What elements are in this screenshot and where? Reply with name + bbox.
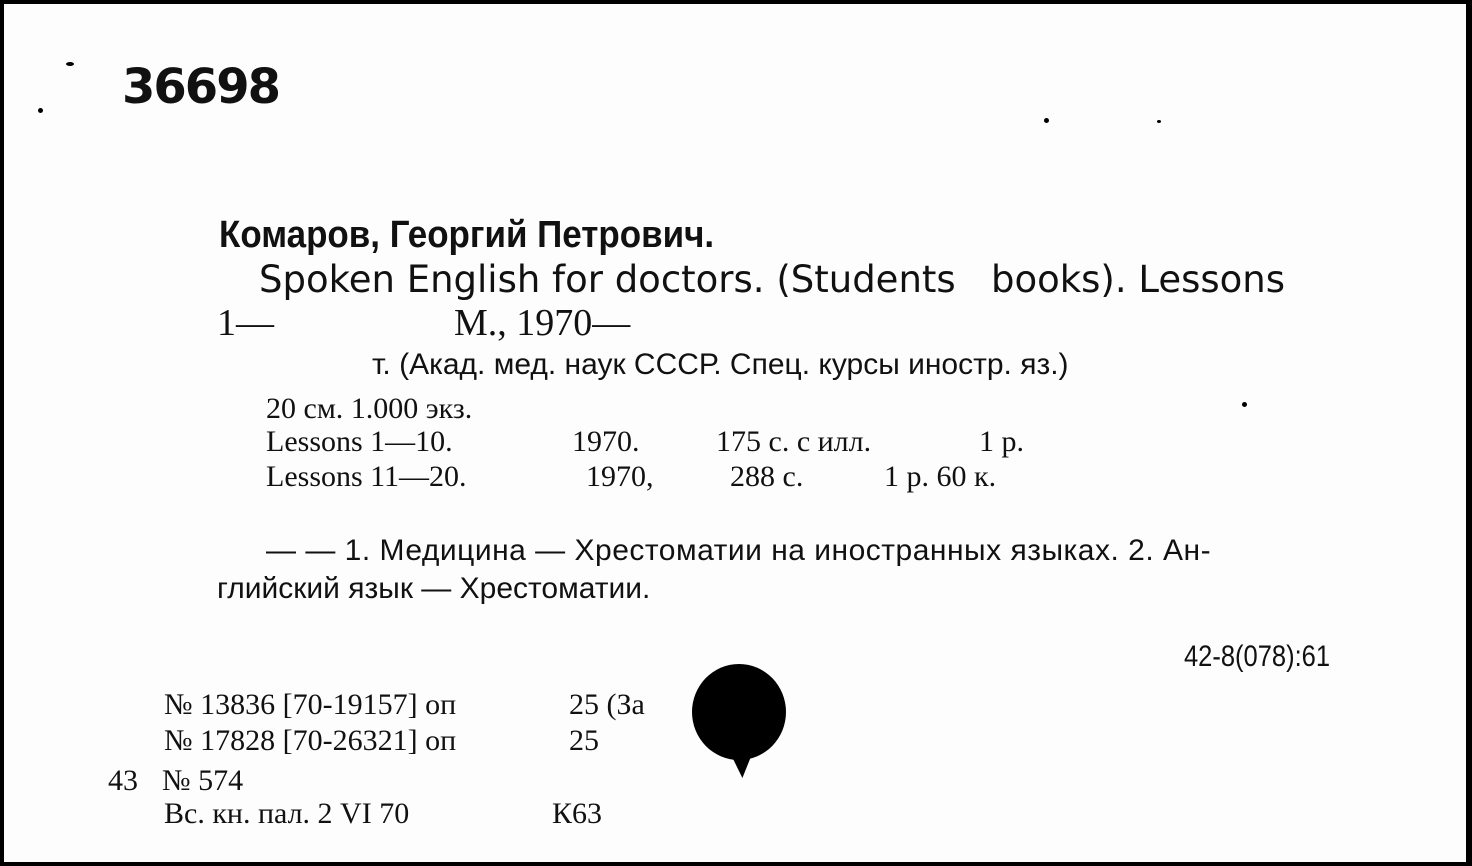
volume-1-price: 1 р.: [979, 425, 1024, 458]
catalog-prefix: 43: [108, 764, 138, 797]
order-2-quantity: 25: [569, 724, 599, 757]
title-line-2-start: 1—: [217, 302, 274, 344]
speck: [38, 108, 43, 113]
series-statement: т. (Акад. мед. наук СССР. Спец. курсы иностр. яз.): [372, 348, 1069, 381]
volume-1-name: Lessons 1—10.: [266, 425, 453, 458]
speck: [1044, 118, 1049, 123]
volume-2-pages: 288 с.: [730, 460, 804, 493]
subject-headings-line-1: — — 1. Медицина — Хрестоматии на иностранных языках. 2. Ан-: [266, 534, 1212, 567]
speck: [1242, 402, 1247, 407]
speck: [66, 62, 74, 66]
handwritten-inventory-number: 36698: [122, 59, 279, 115]
volume-2-name: Lessons 11—20.: [266, 460, 467, 493]
order-1-quantity: 25 (За: [569, 688, 645, 721]
classification-code: 42-8(078):61: [1184, 640, 1331, 673]
catalog-number: № 574: [162, 764, 244, 797]
volume-2-year: 1970,: [586, 460, 654, 493]
author-heading: Комаров, Георгий Петрович.: [219, 214, 715, 256]
physical-description: 20 см. 1.000 экз.: [266, 392, 473, 425]
order-2-number: № 17828 [70-26321] оп: [164, 724, 457, 757]
volume-1-year: 1970.: [572, 425, 640, 458]
speck: [1157, 120, 1161, 123]
book-chamber-record: Вс. кн. пал. 2 VI 70: [164, 797, 410, 830]
title-line-2-imprint: M., 1970—: [454, 302, 631, 344]
volume-1-pages: 175 с. с илл.: [716, 425, 872, 458]
volume-2-price: 1 р. 60 к.: [884, 460, 997, 493]
order-1-number: № 13836 [70-19157] оп: [164, 688, 457, 721]
subject-headings-line-2: глийский язык — Хрестоматии.: [217, 572, 651, 605]
author-mark: К63: [552, 797, 603, 830]
title-line-1: Spoken English for doctors. (Students books). Lessons: [259, 258, 1286, 301]
